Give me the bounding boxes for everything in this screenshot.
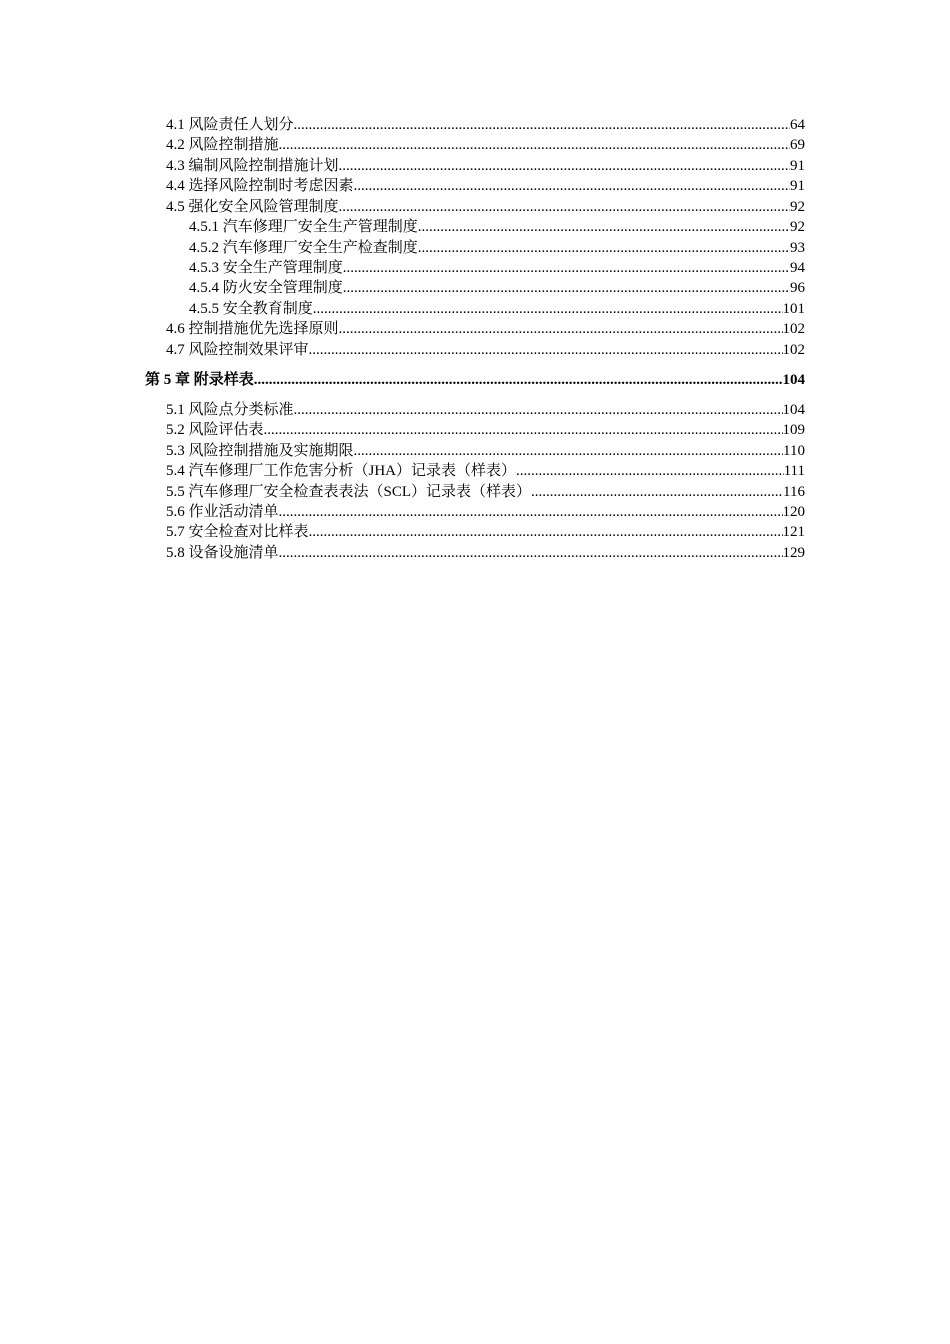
toc-entry-title: 5.3 风险控制措施及实施期限 [166,443,354,459]
toc-entry[interactable] [189,278,805,298]
toc-entry-page: 93 [790,240,805,256]
toc-entry-page: 104 [782,402,805,418]
toc-dot-leader [309,340,783,360]
toc-entry-page: 91 [790,178,805,194]
toc-dot-leader [264,420,783,440]
toc-dot-leader [343,258,790,278]
toc-dot-leader [418,217,790,237]
toc-entry[interactable] [166,156,805,176]
toc-entry-page: 92 [790,219,805,235]
toc-entry-title: 5.5 汽车修理厂安全检查表表法（SCL）记录表（样表） [166,484,532,500]
toc-dot-leader [354,176,790,196]
toc-entry-page: 101 [782,301,805,317]
toc-entry[interactable] [166,420,805,440]
toc-chapter-entry[interactable] [145,370,805,390]
toc-entry-page: 64 [790,117,805,133]
toc-entry-title: 5.7 安全检查对比样表 [166,524,309,540]
toc-entry-title: 4.6 控制措施优先选择原则 [166,321,339,337]
toc-entry-title: 4.5 强化安全风险管理制度 [166,199,339,215]
toc-entry-title: 4.5.5 安全教育制度 [189,301,313,317]
toc-entry-title: 5.4 汽车修理厂工作危害分析（JHA）记录表（样表） [166,463,517,479]
toc-entry[interactable] [166,340,805,360]
toc-entry-page: 129 [782,545,805,561]
toc-entry-page: 91 [790,158,805,174]
toc-entry-title: 4.5.3 安全生产管理制度 [189,260,343,276]
toc-entry[interactable] [166,400,805,420]
toc-entry[interactable] [189,299,805,319]
toc-entry-title: 5.6 作业活动清单 [166,504,279,520]
toc-entry-page: 116 [783,484,805,500]
toc-dot-leader [339,197,790,217]
toc-entry-title: 5.1 风险点分类标准 [166,402,294,418]
toc-entry[interactable] [166,135,805,155]
toc-dot-leader [339,319,783,339]
toc-dot-leader [294,400,783,420]
toc-entry-page: 104 [782,372,805,388]
toc-dot-leader [279,502,783,522]
toc-entry[interactable] [166,482,805,502]
toc-entry-page: 120 [782,504,805,520]
toc-entry[interactable] [166,197,805,217]
toc-entry-title: 4.5.2 汽车修理厂安全生产检查制度 [189,240,418,256]
toc-entry-page: 110 [783,443,805,459]
toc-dot-leader [254,370,783,390]
toc-entry[interactable] [166,502,805,522]
toc-entry-title: 5.2 风险评估表 [166,422,264,438]
toc-entry-title: 4.2 风险控制措施 [166,137,279,153]
toc-dot-leader [309,522,783,542]
toc-entry[interactable] [189,217,805,237]
toc-entry-page: 102 [782,342,805,358]
toc-entry-title: 5.8 设备设施清单 [166,545,279,561]
toc-entry[interactable] [166,176,805,196]
toc-entry-page: 109 [782,422,805,438]
toc-entry[interactable] [166,522,805,542]
toc-dot-leader [354,441,784,461]
toc-entry[interactable] [166,543,805,563]
toc-entry[interactable] [166,115,805,135]
toc-dot-leader [516,461,784,481]
toc-entry[interactable] [166,461,805,481]
toc-dot-leader [279,543,783,563]
toc-entry-title: 4.1 风险责任人划分 [166,117,294,133]
toc-entry-page: 92 [790,199,805,215]
toc-dot-leader [279,135,790,155]
toc-dot-leader [339,156,790,176]
toc-entry-title: 4.7 风险控制效果评审 [166,342,309,358]
toc-entry-page: 102 [782,321,805,337]
toc-entry-title: 4.5.1 汽车修理厂安全生产管理制度 [189,219,418,235]
toc-entry[interactable] [166,319,805,339]
toc-dot-leader [531,482,783,502]
toc-entry-title: 4.4 选择风险控制时考虑因素 [166,178,354,194]
toc-entry-page: 69 [790,137,805,153]
toc-entry-title: 4.5.4 防火安全管理制度 [189,280,343,296]
toc-entry[interactable] [189,238,805,258]
toc-dot-leader [294,115,790,135]
toc-dot-leader [343,278,790,298]
toc-entry-title: 第 5 章 附录样表 [145,372,254,388]
toc-dot-leader [418,238,790,258]
toc-entry-page: 94 [790,260,805,276]
toc-dot-leader [313,299,783,319]
toc-entry-title: 4.3 编制风险控制措施计划 [166,158,339,174]
toc-entry-page: 121 [782,524,805,540]
toc-entry-page: 96 [790,280,805,296]
toc-entry-page: 111 [783,463,805,479]
toc-entry[interactable] [166,441,805,461]
toc-entry[interactable] [189,258,805,278]
